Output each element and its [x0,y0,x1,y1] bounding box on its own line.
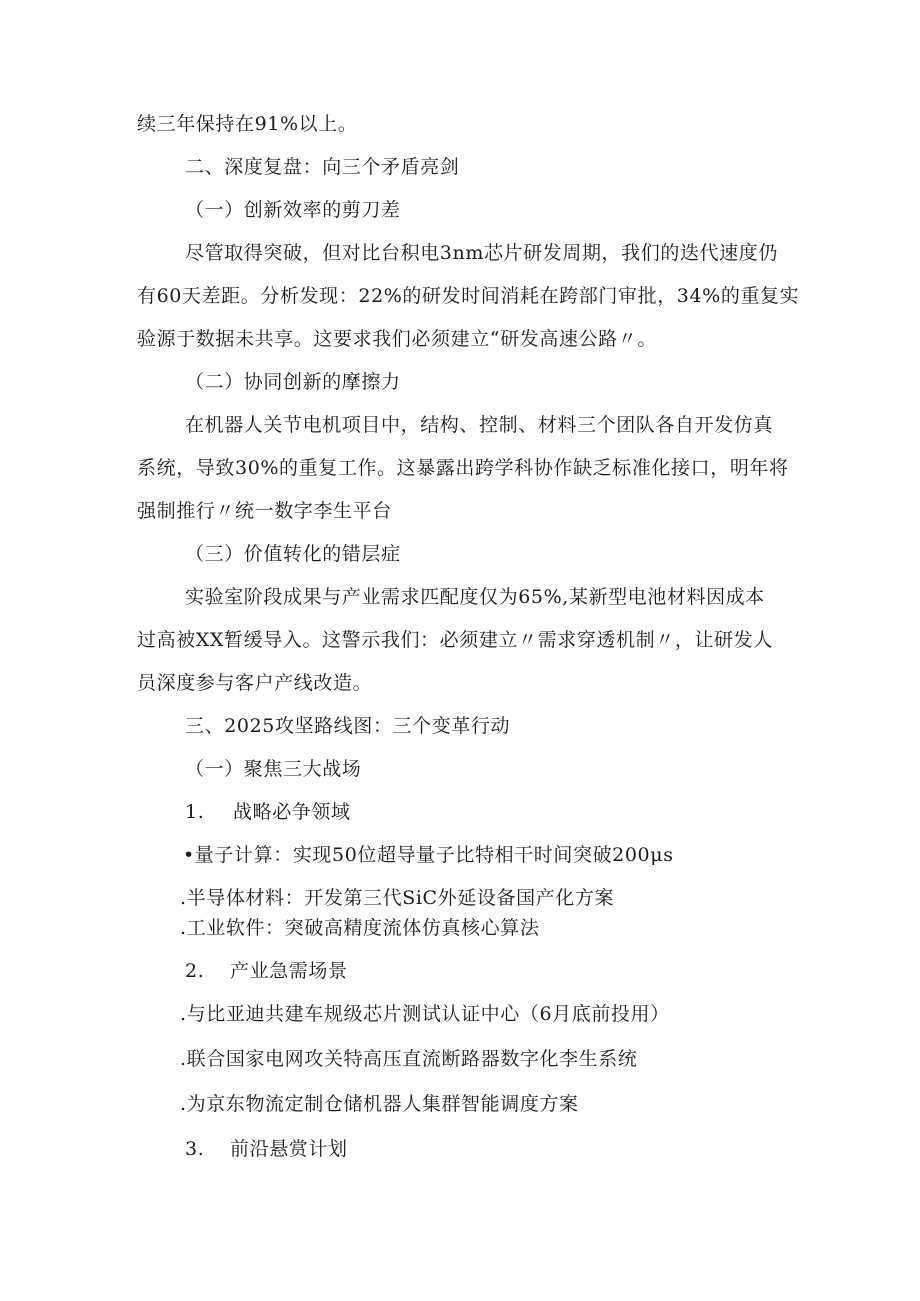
paragraph-line: 实验室阶段成果与产业需求匹配度仅为65%,某新型电池材料因成本 [185,586,765,608]
subsection-heading: （三）价值转化的错层症 [185,543,401,565]
subsection-heading: （一）创新效率的剪刀差 [185,199,401,221]
paragraph-line: 续三年保持在91%以上。 [137,113,358,135]
paragraph-line: 在机器人关节电机项目中，结构、控制、材料三个团队各自开发仿真 [185,414,774,436]
section-heading: 二、深度复盘：向三个矛盾亮剑 [185,156,460,178]
list-heading: 战略必争领域 [233,801,351,823]
list-item: .半导体材料：开发第三代SiC外延设备国产化方案 [180,887,615,909]
list-number: 3. [185,1138,205,1160]
list-item: •量子计算：实现50位超导量子比特相干时间突破200μs [183,844,674,866]
paragraph-line: 系统，导致30%的重复工作。这暴露出跨学科协作缺乏标准化接口，明年将 [137,457,789,479]
subsection-heading: （一）聚焦三大战场 [185,758,362,780]
paragraph-line: 尽管取得突破，但对比台积电3nm芯片研发周期，我们的迭代速度仍 [185,242,778,264]
paragraph-line: 过高被XX暂缓导入。这警示我们：必须建立〃需求穿透机制〃，让研发人 [137,629,773,651]
list-number: 1. [185,801,205,823]
list-item: .工业软件：突破高精度流体仿真核心算法 [180,917,540,939]
section-heading: 三、2025攻坚路线图：三个变革行动 [185,715,511,737]
paragraph-line: 员深度参与客户产线改造。 [137,672,373,694]
list-heading: 产业急需场景 [230,960,348,982]
list-item: .与比亚迪共建车规级芯片测试认证中心（6月底前投用） [180,1003,670,1025]
list-heading: 前沿悬赏计划 [230,1138,348,1160]
paragraph-line: 强制推行〃统一数字李生平台 [137,500,392,522]
paragraph-line: 有60天差距。分析发现：22%的研发时间消耗在跨部门审批，34%的重复实 [137,285,800,307]
subsection-heading: （二）协同创新的摩擦力 [185,371,401,393]
list-number: 2. [185,960,205,982]
list-item: .联合国家电网攻关特高压直流断路器数字化李生系统 [180,1048,638,1070]
list-item: .为京东物流定制仓储机器人集群智能调度方案 [180,1093,579,1115]
paragraph-line: 验源于数据未共享。这要求我们必须建立“研发高速公路〃。 [137,328,657,350]
